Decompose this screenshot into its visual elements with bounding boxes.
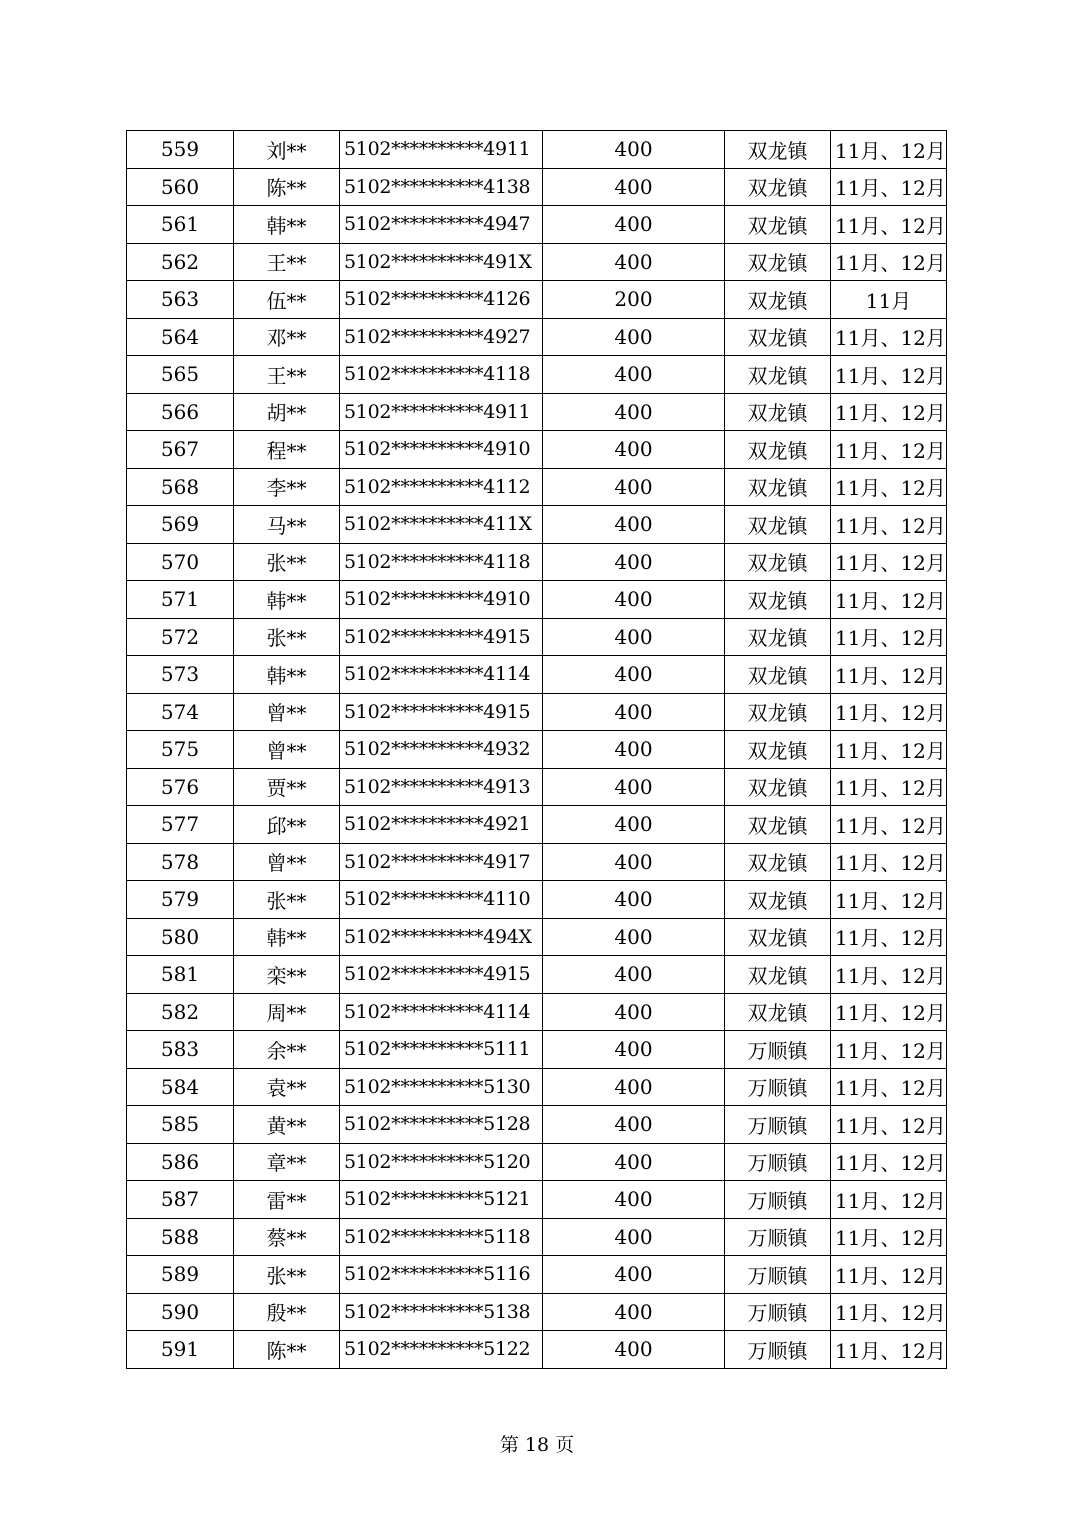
cell-months: 11月、12月 [831,1293,947,1331]
cell-serial-number: 583 [127,1031,234,1069]
table-row [127,1293,947,1331]
cell-serial-number: 569 [127,506,234,544]
cell-serial-number: 571 [127,581,234,619]
cell-town: 双龙镇 [725,693,831,731]
cell-id-number: 5102**********5138 [340,1293,543,1331]
table-row [127,281,947,319]
cell-serial-number: 561 [127,206,234,244]
table-row [127,843,947,881]
cell-id-number: 5102**********4915 [340,618,543,656]
cell-id-number: 5102**********4138 [340,168,543,206]
cell-town: 双龙镇 [725,806,831,844]
cell-amount: 400 [543,1106,725,1144]
table-row [127,318,947,356]
cell-town: 双龙镇 [725,356,831,394]
cell-serial-number: 567 [127,431,234,469]
cell-months: 11月、12月 [831,468,947,506]
cell-name: 张** [234,881,340,919]
cell-months: 11月、12月 [831,693,947,731]
table-row [127,356,947,394]
cell-name: 章** [234,1143,340,1181]
cell-amount: 400 [543,693,725,731]
cell-id-number: 5102**********4927 [340,318,543,356]
cell-name: 伍** [234,281,340,319]
cell-months: 11月 [831,281,947,319]
cell-town: 双龙镇 [725,618,831,656]
cell-name: 韩** [234,656,340,694]
cell-name: 胡** [234,393,340,431]
cell-serial-number: 581 [127,956,234,994]
table-row [127,1331,947,1369]
cell-amount: 400 [543,431,725,469]
cell-months: 11月、12月 [831,506,947,544]
table-row [127,656,947,694]
cell-amount: 400 [543,881,725,919]
cell-serial-number: 572 [127,618,234,656]
cell-id-number: 5102**********5120 [340,1143,543,1181]
cell-id-number: 5102**********5121 [340,1181,543,1219]
cell-amount: 400 [543,993,725,1031]
cell-id-number: 5102**********4112 [340,468,543,506]
cell-name: 张** [234,618,340,656]
cell-id-number: 5102**********4114 [340,993,543,1031]
cell-name: 张** [234,543,340,581]
cell-amount: 400 [543,356,725,394]
cell-months: 11月、12月 [831,1031,947,1069]
cell-serial-number: 566 [127,393,234,431]
table-row [127,693,947,731]
cell-serial-number: 576 [127,768,234,806]
cell-name: 蔡** [234,1218,340,1256]
table-row [127,243,947,281]
cell-id-number: 5102**********4917 [340,843,543,881]
cell-id-number: 5102**********4118 [340,356,543,394]
cell-months: 11月、12月 [831,1106,947,1144]
cell-name: 马** [234,506,340,544]
cell-id-number: 5102**********4913 [340,768,543,806]
cell-town: 双龙镇 [725,318,831,356]
cell-amount: 400 [543,131,725,169]
cell-amount: 400 [543,1068,725,1106]
table-row [127,956,947,994]
cell-id-number: 5102**********5122 [340,1331,543,1369]
cell-months: 11月、12月 [831,918,947,956]
cell-id-number: 5102**********4911 [340,131,543,169]
cell-name: 李** [234,468,340,506]
cell-id-number: 5102**********5128 [340,1106,543,1144]
cell-id-number: 5102**********4921 [340,806,543,844]
cell-town: 万顺镇 [725,1218,831,1256]
cell-serial-number: 559 [127,131,234,169]
cell-amount: 400 [543,843,725,881]
cell-amount: 400 [543,1293,725,1331]
table-row [127,881,947,919]
cell-name: 程** [234,431,340,469]
cell-town: 万顺镇 [725,1181,831,1219]
table-row [127,1143,947,1181]
cell-town: 双龙镇 [725,993,831,1031]
cell-months: 11月、12月 [831,1181,947,1219]
cell-months: 11月、12月 [831,731,947,769]
table-row [127,993,947,1031]
cell-serial-number: 560 [127,168,234,206]
cell-name: 王** [234,243,340,281]
cell-months: 11月、12月 [831,243,947,281]
cell-amount: 400 [543,1181,725,1219]
cell-months: 11月、12月 [831,1256,947,1294]
page-number: 第 18 页 [499,1434,575,1456]
cell-id-number: 5102**********4911 [340,393,543,431]
cell-serial-number: 588 [127,1218,234,1256]
cell-amount: 400 [543,1218,725,1256]
table-row [127,393,947,431]
cell-months: 11月、12月 [831,1068,947,1106]
cell-name: 曾** [234,693,340,731]
cell-amount: 400 [543,1256,725,1294]
cell-serial-number: 584 [127,1068,234,1106]
cell-amount: 400 [543,243,725,281]
cell-serial-number: 577 [127,806,234,844]
cell-amount: 400 [543,1331,725,1369]
cell-town: 万顺镇 [725,1068,831,1106]
cell-amount: 400 [543,806,725,844]
cell-name: 韩** [234,206,340,244]
cell-months: 11月、12月 [831,881,947,919]
cell-name: 殷** [234,1293,340,1331]
cell-serial-number: 591 [127,1331,234,1369]
cell-town: 万顺镇 [725,1143,831,1181]
cell-name: 韩** [234,918,340,956]
cell-amount: 400 [543,1031,725,1069]
cell-town: 万顺镇 [725,1256,831,1294]
table-row [127,543,947,581]
cell-amount: 400 [543,468,725,506]
cell-months: 11月、12月 [831,656,947,694]
cell-serial-number: 575 [127,731,234,769]
cell-id-number: 5102**********4915 [340,956,543,994]
table-row [127,918,947,956]
cell-serial-number: 563 [127,281,234,319]
cell-town: 双龙镇 [725,918,831,956]
cell-name: 余** [234,1031,340,1069]
cell-name: 曾** [234,731,340,769]
cell-serial-number: 589 [127,1256,234,1294]
cell-serial-number: 582 [127,993,234,1031]
cell-months: 11月、12月 [831,131,947,169]
cell-months: 11月、12月 [831,1331,947,1369]
cell-serial-number: 579 [127,881,234,919]
cell-town: 双龙镇 [725,206,831,244]
cell-id-number: 5102**********5116 [340,1256,543,1294]
cell-amount: 400 [543,768,725,806]
cell-id-number: 5102**********494X [340,918,543,956]
cell-months: 11月、12月 [831,1143,947,1181]
cell-name: 曾** [234,843,340,881]
cell-name: 邓** [234,318,340,356]
cell-serial-number: 574 [127,693,234,731]
cell-name: 栾** [234,956,340,994]
cell-amount: 400 [543,618,725,656]
cell-town: 双龙镇 [725,131,831,169]
table-row [127,1256,947,1294]
cell-name: 雷** [234,1181,340,1219]
table-row [127,1068,947,1106]
cell-amount: 400 [543,918,725,956]
cell-serial-number: 586 [127,1143,234,1181]
cell-id-number: 5102**********4118 [340,543,543,581]
cell-id-number: 5102**********5111 [340,1031,543,1069]
cell-town: 双龙镇 [725,281,831,319]
cell-amount: 400 [543,206,725,244]
cell-name: 袁** [234,1068,340,1106]
cell-town: 双龙镇 [725,431,831,469]
cell-town: 双龙镇 [725,243,831,281]
cell-serial-number: 564 [127,318,234,356]
cell-amount: 400 [543,656,725,694]
cell-name: 陈** [234,168,340,206]
table-row [127,731,947,769]
table-row [127,506,947,544]
cell-id-number: 5102**********4932 [340,731,543,769]
cell-id-number: 5102**********5118 [340,1218,543,1256]
cell-town: 万顺镇 [725,1331,831,1369]
cell-amount: 400 [543,543,725,581]
cell-id-number: 5102**********491X [340,243,543,281]
table-row [127,618,947,656]
cell-name: 王** [234,356,340,394]
cell-name: 刘** [234,131,340,169]
cell-serial-number: 580 [127,918,234,956]
cell-months: 11月、12月 [831,356,947,394]
table-row [127,1031,947,1069]
table-body [127,131,947,1369]
cell-name: 张** [234,1256,340,1294]
cell-serial-number: 585 [127,1106,234,1144]
cell-months: 11月、12月 [831,168,947,206]
table-row [127,431,947,469]
cell-town: 万顺镇 [725,1293,831,1331]
cell-months: 11月、12月 [831,581,947,619]
subsidy-table [126,130,947,1369]
cell-months: 11月、12月 [831,993,947,1031]
cell-amount: 400 [543,581,725,619]
cell-months: 11月、12月 [831,1218,947,1256]
cell-serial-number: 562 [127,243,234,281]
cell-name: 贾** [234,768,340,806]
cell-amount: 400 [543,168,725,206]
cell-serial-number: 578 [127,843,234,881]
cell-name: 韩** [234,581,340,619]
cell-amount: 400 [543,506,725,544]
cell-town: 双龙镇 [725,506,831,544]
cell-town: 双龙镇 [725,468,831,506]
table-row [127,1218,947,1256]
cell-town: 双龙镇 [725,393,831,431]
cell-amount: 200 [543,281,725,319]
table-row [127,1106,947,1144]
cell-serial-number: 590 [127,1293,234,1331]
cell-serial-number: 587 [127,1181,234,1219]
cell-name: 陈** [234,1331,340,1369]
cell-id-number: 5102**********4126 [340,281,543,319]
cell-town: 双龙镇 [725,168,831,206]
cell-id-number: 5102**********4910 [340,581,543,619]
cell-months: 11月、12月 [831,618,947,656]
cell-months: 11月、12月 [831,956,947,994]
cell-months: 11月、12月 [831,843,947,881]
cell-town: 万顺镇 [725,1031,831,1069]
cell-serial-number: 573 [127,656,234,694]
cell-id-number: 5102**********4114 [340,656,543,694]
cell-id-number: 5102**********4947 [340,206,543,244]
cell-id-number: 5102**********411X [340,506,543,544]
cell-amount: 400 [543,1143,725,1181]
cell-town: 万顺镇 [725,1106,831,1144]
cell-months: 11月、12月 [831,431,947,469]
cell-serial-number: 570 [127,543,234,581]
cell-town: 双龙镇 [725,656,831,694]
cell-name: 黄** [234,1106,340,1144]
cell-months: 11月、12月 [831,768,947,806]
cell-town: 双龙镇 [725,881,831,919]
cell-id-number: 5102**********4915 [340,693,543,731]
cell-months: 11月、12月 [831,393,947,431]
table-row [127,168,947,206]
table-row [127,768,947,806]
cell-amount: 400 [543,956,725,994]
cell-months: 11月、12月 [831,318,947,356]
table-row [127,1181,947,1219]
cell-amount: 400 [543,318,725,356]
cell-amount: 400 [543,393,725,431]
cell-town: 双龙镇 [725,843,831,881]
table-row [127,581,947,619]
table-row [127,206,947,244]
cell-amount: 400 [543,731,725,769]
cell-town: 双龙镇 [725,581,831,619]
cell-serial-number: 568 [127,468,234,506]
cell-name: 邱** [234,806,340,844]
table-row [127,131,947,169]
cell-town: 双龙镇 [725,768,831,806]
table-row [127,468,947,506]
cell-name: 周** [234,993,340,1031]
cell-id-number: 5102**********4910 [340,431,543,469]
cell-id-number: 5102**********5130 [340,1068,543,1106]
cell-town: 双龙镇 [725,956,831,994]
cell-id-number: 5102**********4110 [340,881,543,919]
cell-town: 双龙镇 [725,731,831,769]
cell-months: 11月、12月 [831,806,947,844]
cell-town: 双龙镇 [725,543,831,581]
cell-months: 11月、12月 [831,206,947,244]
cell-serial-number: 565 [127,356,234,394]
table-row [127,806,947,844]
cell-months: 11月、12月 [831,543,947,581]
